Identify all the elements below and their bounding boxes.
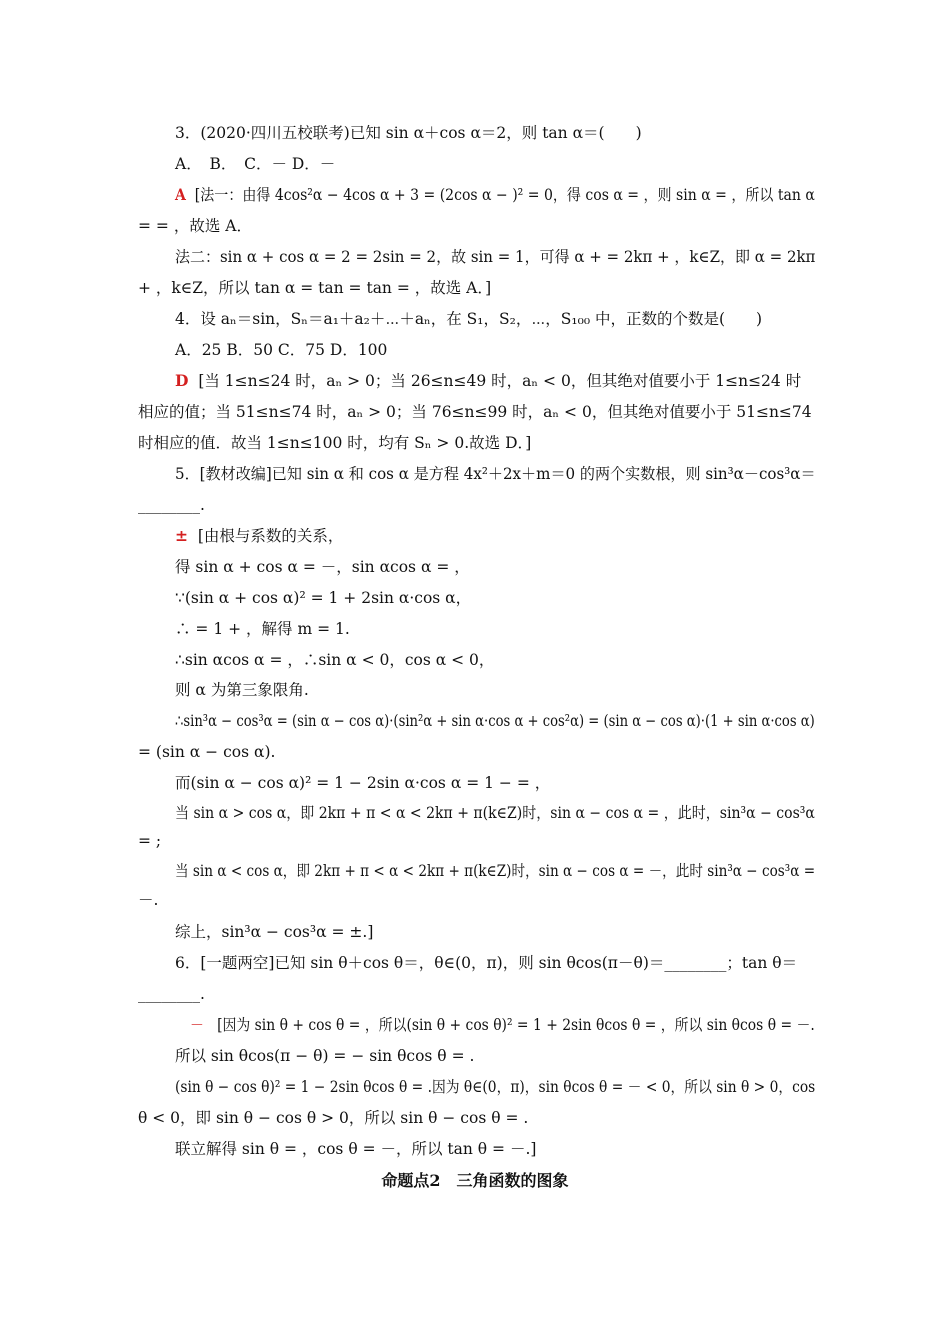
q3-solution-line-1: [175, 185, 815, 205]
q3-solution-text-1: [法一：由得 4cos²α − 4cos α + 3 = (2cos α − )² = 0，得 cos α = ，则 sin α = ，所以 tan α: [194, 186, 815, 204]
q4-answer: D: [175, 371, 189, 390]
q4-solution-line-1: [175, 371, 801, 391]
q3-solution-line-4: + ，k∈Z，所以 tan α = tan = tan = ，故选 A．]: [138, 279, 492, 297]
q6-answer: －: [190, 1016, 204, 1034]
q4-solution-line-2: 相应的值；当 51≤n≤74 时，aₙ > 0；当 76≤n≤99 时，aₙ < 0，但其绝对值要小于 51≤n≤74: [138, 403, 812, 421]
q5-answer: ±: [175, 526, 188, 545]
q5-solution-line-7: ∴sin³α − cos³α = (sin α − cos α)·(sin²α + sin α·cos α + cos²α) = (sin α − cos α)·(1 + sin α·cos α): [175, 712, 815, 730]
q3-stem: 3．(2020·四川五校联考)已知 sin α＋cos α＝2，则 tan α＝( ): [175, 124, 642, 142]
q6-solution-line-5: 联立解得 sin θ = ，cos θ = －，所以 tan θ = －.]: [175, 1140, 537, 1158]
q3-solution-line-3: 法二：sin α + cos α = 2 = 2sin = 2，故 sin = 1，可得 α + = 2kπ + ，k∈Z，即 α = 2kπ: [175, 248, 816, 266]
q5-solution-line-6: 则 α 为第三象限角.: [175, 681, 309, 699]
q5-solution-line-4: ∴ = 1 + ，解得 m = 1.: [175, 620, 350, 638]
q5-solution-line-2: 得 sin α + cos α = －，sin αcos α = ，: [175, 558, 470, 576]
q5-solution-line-12: 当 sin α < cos α，即 2kπ + π < α < 2kπ + π(k∈Z)时，sin α − cos α = －，此时 sin³α − cos³α =: [175, 862, 816, 880]
q3-options: A． B． C．－ D．－: [175, 155, 336, 173]
q4-solution-text-1: [当 1≤n≤24 时，aₙ > 0；当 26≤n≤49 时，aₙ < 0，但其绝对值要小于 1≤n≤24 时: [198, 372, 802, 390]
q6-solution-line-2: 所以 sin θcos(π − θ) = − sin θcos θ = .: [175, 1047, 475, 1065]
q6-solution-line-1: [190, 1015, 815, 1035]
q5-solution-line-10: 当 sin α > cos α，即 2kπ + π < α < 2kπ + π(k∈Z)时，sin α − cos α = ，此时，sin³α − cos³α: [175, 804, 815, 822]
q5-solution-line-14: 综上，sin³α − cos³α = ±.]: [175, 923, 374, 941]
q5-solution-line-13: －.: [138, 891, 159, 909]
q5-stem-line-2: ________.: [138, 496, 205, 514]
q4-solution-line-3: 时相应的值．故当 1≤n≤100 时，均有 Sₙ > 0.故选 D．]: [138, 434, 532, 452]
q4-options: A．25 B．50 C．75 D．100: [175, 341, 388, 359]
q3-answer: A: [175, 185, 186, 204]
section-heading: 命题点2 三角函数的图象: [381, 1171, 569, 1190]
q5-stem-line-1: 5．[教材改编]已知 sin α 和 cos α 是方程 4x²＋2x＋m＝0 的两个实数根，则 sin³α－cos³α＝: [175, 465, 816, 483]
q5-solution-line-11: = ;: [138, 832, 162, 850]
q5-solution-line-3: ∵(sin α + cos α)² = 1 + 2sin α·cos α，: [175, 589, 472, 607]
q6-solution-line-4: θ < 0，即 sin θ − cos θ > 0，所以 sin θ − cos θ = .: [138, 1109, 529, 1127]
q5-solution-text-1: [由根与系数的关系，: [197, 527, 344, 545]
q6-solution-text-1: [因为 sin θ + cos θ = ，所以(sin θ + cos θ)² = 1 + 2sin θcos θ = ，所以 sin θcos θ = －.: [217, 1016, 815, 1034]
q5-solution-line-1: [175, 526, 343, 546]
q6-stem-line-1: 6．[一题两空]已知 sin θ＋cos θ＝，θ∈(0，π)，则 sin θcos(π－θ)＝________；tan θ＝: [175, 954, 798, 972]
q4-stem: 4．设 aₙ＝sin，Sₙ＝a₁＋a₂＋⋯＋aₙ，在 S₁，S₂，⋯，S₁₀₀ 中，正数的个数是( ): [175, 310, 763, 328]
q6-solution-line-3: (sin θ − cos θ)² = 1 − 2sin θcos θ = .因为 θ∈(0，π)，sin θcos θ = － < 0，所以 sin θ > 0，cos: [175, 1078, 816, 1096]
q3-solution-line-2: = = ，故选 A．: [138, 217, 252, 235]
q5-solution-line-8: = (sin α − cos α).: [138, 743, 276, 761]
q5-solution-line-5: ∴sin αcos α = ，∴sin α < 0，cos α < 0，: [175, 651, 495, 669]
q6-stem-line-2: ________.: [138, 985, 205, 1003]
q5-solution-line-9: 而(sin α − cos α)² = 1 − 2sin α·cos α = 1 − = ，: [175, 774, 551, 792]
